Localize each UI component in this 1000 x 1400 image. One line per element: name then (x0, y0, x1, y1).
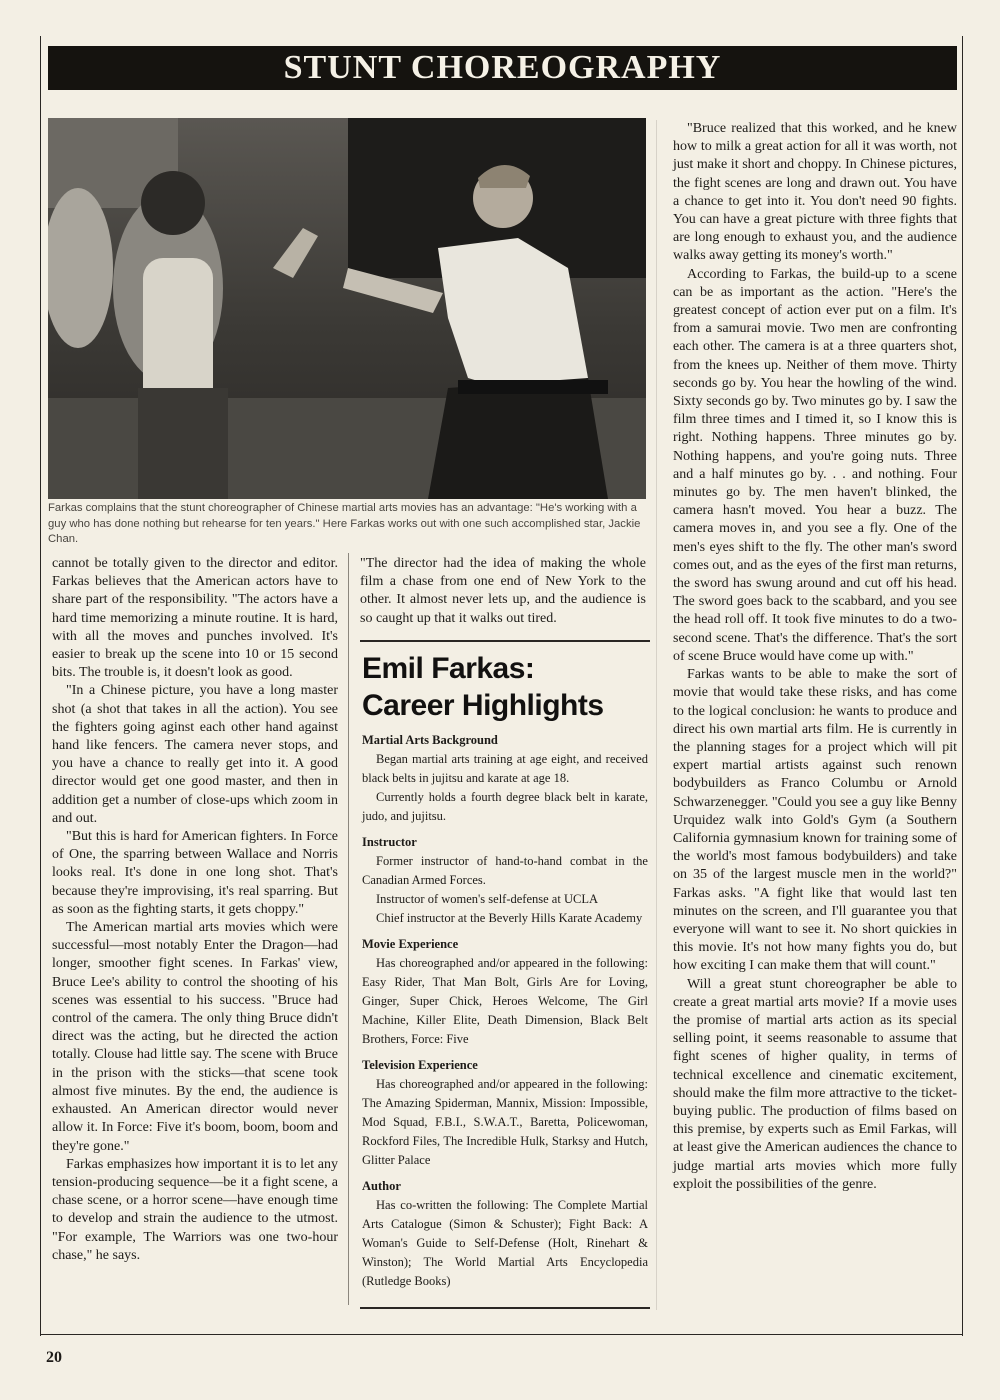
sidebar-title (362, 650, 648, 724)
article-column-1 (52, 555, 338, 1265)
career-highlights-sidebar (362, 650, 648, 1291)
section-item: Former instructor of hand-to-hand combat in the Canadian Armed Forces. (362, 854, 648, 887)
section-heading: Instructor (362, 835, 417, 849)
section-heading: Martial Arts Background (362, 733, 498, 747)
section-item: Has co-written the following: The Complete Martial Arts Catalogue (Simon & Schuster); Fight Back: A Woman's Guide to Self-Defense (Holt, Rinehart & Winston); The World Martial Arts Encyclopedia (Rutledge Books) (362, 1198, 648, 1288)
paragraph: Farkas emphasizes how important it is to let any tension-producing sequence—be it a fight scene, a chase scene, or a horror scene—have enough time to develop and strain the audience to the utmost. "For example, The Warriors was one two-hour chase," he says. (52, 1156, 338, 1263)
sidebar-section (362, 733, 648, 826)
paragraph: Will a great stunt choreographer be able to create a great martial arts movie? If a movie uses the promise of martial arts action as its special selling point, it seems reasonable to assume that fight scenes of higher quality, in terms of technical excellence and cinematic excitement, should make the film more attractive to the ticket-buying public. The production of films based on this premise, by experts such as Emil Farkas, will at least give the American audiences the chance to judge martial arts movies which more fully exploit the possibilities of the genre. (673, 976, 957, 1192)
sidebar-bottom-rule (360, 1307, 650, 1309)
sidebar-section (362, 835, 648, 928)
section-item: Has choreographed and/or appeared in the following: The Amazing Spiderman, Mannix, Mission: Impossible, Mod Squad, F.B.I., S.W.A.T., Baretta, Policewoman, Rockford Files, The Incredible Hulk, Starksy and Hutch, Glitter Palace (362, 1077, 648, 1167)
sidebar-title-line-1: Emil Farkas: (362, 652, 535, 685)
paragraph: According to Farkas, the build-up to a scene can be as important as the action. "Here's the greatest concept of action ever put on a film. It's from a samurai movie. Two men are confronting each other. The camera is at a three quarters shot, from the knees up. Neither of them move. Thirty seconds go by. You hear the howling of the wind. Sixty seconds go by. Two minutes go by. I saw the film three times and I timed it, so I know this is right. Nothing happens. Three minutes go by. Nothing happens, and you're going nuts. Three and a half minutes go by. . . and nothing. Four minutes go by. The men haven't blinked, the camera hasn't moved. You hear a buzz. The camera moves in, and you see a fly. One of the men's eyes shift to the fly. The other man's sword comes out, and as the eyes of the first man returns, the sword has swung around and cut off his head. The sword goes back to the scabbard, and you see the head roll off. It took five minutes to do a two-second scene. That's the difference. That's the sort of scene Bruce would have come up with." (673, 266, 957, 664)
sidebar-section (362, 937, 648, 1049)
section-item: Currently holds a fourth degree black belt in karate, judo, and jujitsu. (362, 790, 648, 823)
section-banner (48, 46, 957, 90)
sidebar-section (362, 1058, 648, 1170)
section-item: Has choreographed and/or appeared in the following: Easy Rider, That Man Bolt, Girls Are for Loving, Ginger, Super Chick, Heroes Welcome, The Girl Machine, Killer Elite, Death Dimension, Black Belt Brothers, Force: Five (362, 956, 648, 1046)
article-photo (48, 118, 646, 499)
section-title: STUNT CHOREOGRAPHY (283, 49, 722, 86)
sidebar-section (362, 1179, 648, 1291)
section-item: Began martial arts training at age eight, and received black belts in jujitsu and karate at age 18. (362, 752, 648, 785)
section-heading: Author (362, 1179, 401, 1193)
article-column-2 (360, 555, 646, 628)
paragraph: "The director had the idea of making the whole film a chase from one end of New York to the other. It almost never lets up, and the audience is so caught up that it walks out tired. (360, 556, 646, 626)
paragraph: "In a Chinese picture, you have a long master shot (a shot that takes in all the action). You see the fighters going aginst each other hand against hand like fencers. The camera never stops, and you have a chance to really get into it. A good director would get one good master, and then in addition get a number of close-ups which zoom in and out. (52, 683, 338, 826)
bottom-border-rule (40, 1334, 963, 1335)
paragraph: "Bruce realized that this worked, and he knew how to milk a great action for all it was worth, not just make it short and choppy. In Chinese pictures, the fight scenes are long and drawn out. You have a chance to get into it. You don't need 90 fights. You can have a great picture with three fights that are long enough to exhaust you, and the audience walks away getting its money's worth." (673, 121, 957, 264)
paragraph: "But this is hard for American fighters. In Force of One, the sparring between Wallace and Norris looks real. It's done in one long shot. That's because they're improvising, it's real sparring. But as soon as the fighting starts, it gets choppy." (52, 829, 338, 917)
left-border-rule (40, 36, 41, 1336)
paragraph: cannot be totally given to the director and editor. Farkas believes that the American actors have to share part of the responsibility. "The actors have a hard time memorizing a minute routine. It is hard, with all the moves and punches involved. It's easier to break up the scene into 10 or 15 second bits. The trouble is, it doesn't look as good. (52, 556, 338, 681)
section-heading: Television Experience (362, 1058, 478, 1072)
paragraph: The American martial arts movies which were successful—most notably Enter the Dragon—had longer, smoother fight scenes. In Farkas' view, Bruce Lee's ability to control the shooting of his scenes was essential to his success. "Bruce had control of the camera. The only thing Bruce didn't direct was the acting, but he directed the action totally. Clouse had little say. The scene with Bruce in the prison with the sticks—that scene took almost five minutes. By the end, the audience is exhausted. An American director would never allow it. In Force: Five it's boom, boom, boom and they're gone." (52, 920, 338, 1154)
column-divider (348, 553, 349, 1305)
sidebar-top-rule (360, 640, 650, 642)
section-item: Instructor of women's self-defense at UCLA (376, 892, 598, 906)
sidebar-title-line-2: Career Highlights (362, 689, 604, 722)
column-divider-right (656, 120, 657, 1310)
page-number: 20 (46, 1349, 62, 1366)
article-column-3 (673, 120, 957, 1194)
section-heading: Movie Experience (362, 937, 459, 951)
section-item: Chief instructor at the Beverly Hills Karate Academy (376, 911, 643, 925)
photo-caption: Farkas complains that the stunt choreographer of Chinese martial arts movies has an advantage: "He's working with a guy who has done nothing but rehearse for ten years." Here Farkas works out with one such accomplished star, Jackie Chan. (48, 502, 641, 545)
paragraph: Farkas wants to be able to make the sort of movie that would take these risks, and has come to the logical conclusion: he wants to produce and direct his own martial arts film. He is currently in the planning stages for a project which will pit expert martial artists against such renown bodybuilders as Franco Columbu or Arnold Schwarzenegger. "Could you see a guy like Benny Urquidez walk into Gold's Gym (a Southern California gymnasium known for training some of the world's most famous bodybuilders) and take on 35 of the largest muscle men in the world?" Farkas asks. "A fight like that would last ten minutes on the screen, and I'll guarantee you that everyone will want to see it. No short quickies in this movie. It's not how many fights you do, but how exciting I can make them that will count." (673, 667, 957, 974)
right-border-rule (962, 36, 963, 1336)
